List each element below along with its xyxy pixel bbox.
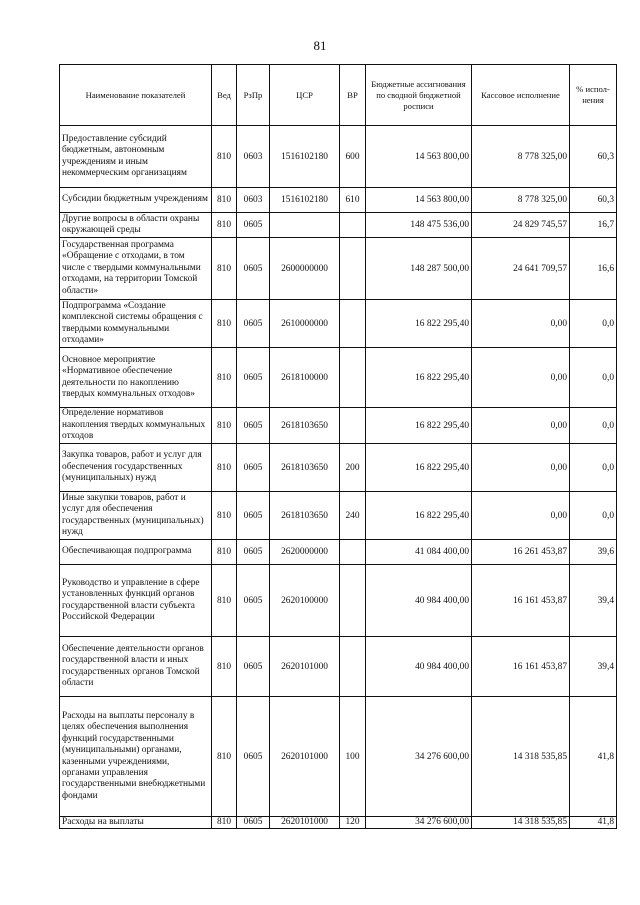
row-ved: 810 xyxy=(212,697,237,817)
row-vr xyxy=(340,637,366,697)
row-vr xyxy=(340,238,366,300)
column-header-name: Наименование показателей xyxy=(60,65,212,126)
row-csr: 1516102180 xyxy=(270,126,340,188)
row-csr: 1516102180 xyxy=(270,188,340,213)
row-execution: 16 161 453,87 xyxy=(472,565,570,637)
table-row xyxy=(60,540,617,565)
column-header-csr: ЦСР xyxy=(270,65,340,126)
row-assignment: 40 984 400,00 xyxy=(366,637,472,697)
table-row xyxy=(60,444,617,492)
row-percent: 0,0 xyxy=(570,444,617,492)
row-name: Расходы на выплаты персоналу в целях обеспечения выполнения функций государственными (муниципальными) органами, казенными учреждениями, органами управления государственными внебюджетными фондами xyxy=(60,697,212,817)
row-percent: 41,8 xyxy=(570,697,617,817)
row-execution: 0,00 xyxy=(472,444,570,492)
row-assignment: 14 563 800,00 xyxy=(366,188,472,213)
row-execution: 0,00 xyxy=(472,300,570,348)
row-assignment: 34 276 600,00 xyxy=(366,697,472,817)
row-execution: 14 318 535,85 xyxy=(472,697,570,817)
row-execution: 0,00 xyxy=(472,492,570,540)
row-name: Обеспечение деятельности органов государственной власти и иных государственных органов Томской области xyxy=(60,637,212,697)
row-assignment: 148 475 536,00 xyxy=(366,213,472,238)
row-csr: 2620000000 xyxy=(270,540,340,565)
row-ved: 810 xyxy=(212,637,237,697)
row-ved: 810 xyxy=(212,126,237,188)
row-assignment: 41 084 400,00 xyxy=(366,540,472,565)
table-header-row xyxy=(60,65,617,126)
table-row xyxy=(60,408,617,444)
row-vr: 100 xyxy=(340,697,366,817)
row-name: Иные закупки товаров, работ и услуг для обеспечения государственных (муниципальных) нужд xyxy=(60,492,212,540)
table-row xyxy=(60,697,617,817)
row-name: Предоставление субсидий бюджетным, автономным учреждениям и иным некоммерческим организациям xyxy=(60,126,212,188)
row-vr: 610 xyxy=(340,188,366,213)
row-vr xyxy=(340,213,366,238)
row-percent: 16,6 xyxy=(570,238,617,300)
table-row xyxy=(60,637,617,697)
table-row xyxy=(60,300,617,348)
row-ved: 810 xyxy=(212,817,237,829)
table-row xyxy=(60,492,617,540)
row-name: Обеспечивающая подпрограмма xyxy=(60,540,212,565)
row-csr: 2620101000 xyxy=(270,697,340,817)
row-csr: 2618100000 xyxy=(270,348,340,408)
row-percent: 39,4 xyxy=(570,637,617,697)
row-assignment: 14 563 800,00 xyxy=(366,126,472,188)
row-percent: 16,7 xyxy=(570,213,617,238)
row-assignment: 16 822 295,40 xyxy=(366,408,472,444)
row-name: Субсидии бюджетным учреждениям xyxy=(60,188,212,213)
column-header-vr: ВР xyxy=(340,65,366,126)
row-ved: 810 xyxy=(212,300,237,348)
row-ved: 810 xyxy=(212,238,237,300)
row-vr: 200 xyxy=(340,444,366,492)
row-percent: 0,0 xyxy=(570,408,617,444)
row-rzpr: 0605 xyxy=(237,348,270,408)
page-number: 81 xyxy=(313,38,327,53)
row-name: Подпрограмма «Создание комплексной системы обращения с твердыми коммунальными отходами» xyxy=(60,300,212,348)
row-csr: 2620101000 xyxy=(270,817,340,829)
row-ved: 810 xyxy=(212,492,237,540)
column-header-assignments: Бюджетные ассигнования по сводной бюджетной росписи xyxy=(366,65,472,126)
row-vr: 600 xyxy=(340,126,366,188)
budget-table xyxy=(59,64,617,829)
row-vr xyxy=(340,408,366,444)
row-csr: 2618103650 xyxy=(270,444,340,492)
row-execution: 16 161 453,87 xyxy=(472,637,570,697)
row-assignment: 16 822 295,40 xyxy=(366,348,472,408)
row-rzpr: 0605 xyxy=(237,213,270,238)
row-rzpr: 0605 xyxy=(237,492,270,540)
column-header-execution: Кассовое исполнение xyxy=(472,65,570,126)
row-rzpr: 0603 xyxy=(237,126,270,188)
row-execution: 8 778 325,00 xyxy=(472,126,570,188)
table-row xyxy=(60,238,617,300)
row-rzpr: 0605 xyxy=(237,697,270,817)
row-vr xyxy=(340,540,366,565)
row-execution: 14 318 535,85 xyxy=(472,817,570,829)
row-rzpr: 0603 xyxy=(237,188,270,213)
column-header-percent: % испол-нения xyxy=(570,65,617,126)
column-header-ved: Вед xyxy=(212,65,237,126)
table-row xyxy=(60,565,617,637)
row-assignment: 16 822 295,40 xyxy=(366,300,472,348)
row-csr xyxy=(270,213,340,238)
row-percent: 0,0 xyxy=(570,300,617,348)
row-csr: 2600000000 xyxy=(270,238,340,300)
row-execution: 0,00 xyxy=(472,348,570,408)
row-name: Государственная программа «Обращение с отходами, в том числе с твердыми коммунальными отходами, на территории Томской области» xyxy=(60,238,212,300)
row-assignment: 16 822 295,40 xyxy=(366,492,472,540)
row-vr: 240 xyxy=(340,492,366,540)
table-row xyxy=(60,817,617,829)
row-ved: 810 xyxy=(212,444,237,492)
row-execution: 0,00 xyxy=(472,408,570,444)
row-name: Расходы на выплаты xyxy=(60,817,212,829)
row-percent: 0,0 xyxy=(570,348,617,408)
row-rzpr: 0605 xyxy=(237,817,270,829)
table-row xyxy=(60,213,617,238)
row-percent: 39,4 xyxy=(570,565,617,637)
row-name: Закупка товаров, работ и услуг для обеспечения государственных (муниципальных) нужд xyxy=(60,444,212,492)
row-vr xyxy=(340,348,366,408)
row-execution: 16 261 453,87 xyxy=(472,540,570,565)
row-ved: 810 xyxy=(212,408,237,444)
row-vr: 120 xyxy=(340,817,366,829)
row-rzpr: 0605 xyxy=(237,540,270,565)
row-csr: 2620101000 xyxy=(270,637,340,697)
row-rzpr: 0605 xyxy=(237,637,270,697)
row-percent: 39,6 xyxy=(570,540,617,565)
row-execution: 8 778 325,00 xyxy=(472,188,570,213)
row-ved: 810 xyxy=(212,348,237,408)
row-name: Руководство и управление в сфере установленных функций органов государственной власти субъекта Российской Федерации xyxy=(60,565,212,637)
row-percent: 60,3 xyxy=(570,188,617,213)
row-name: Определение нормативов накопления твердых коммунальных отходов xyxy=(60,408,212,444)
row-ved: 810 xyxy=(212,540,237,565)
row-ved: 810 xyxy=(212,565,237,637)
row-rzpr: 0605 xyxy=(237,300,270,348)
row-ved: 810 xyxy=(212,188,237,213)
column-header-rzpr: РзПр xyxy=(237,65,270,126)
table-row xyxy=(60,188,617,213)
row-rzpr: 0605 xyxy=(237,444,270,492)
row-csr: 2610000000 xyxy=(270,300,340,348)
row-csr: 2618103650 xyxy=(270,492,340,540)
row-ved: 810 xyxy=(212,213,237,238)
row-assignment: 148 287 500,00 xyxy=(366,238,472,300)
row-assignment: 34 276 600,00 xyxy=(366,817,472,829)
row-rzpr: 0605 xyxy=(237,408,270,444)
row-rzpr: 0605 xyxy=(237,238,270,300)
row-execution: 24 641 709,57 xyxy=(472,238,570,300)
row-percent: 60,3 xyxy=(570,126,617,188)
row-execution: 24 829 745,57 xyxy=(472,213,570,238)
row-percent: 41,8 xyxy=(570,817,617,829)
row-rzpr: 0605 xyxy=(237,565,270,637)
row-vr xyxy=(340,300,366,348)
row-name: Другие вопросы в области охраны окружающей среды xyxy=(60,213,212,238)
row-csr: 2618103650 xyxy=(270,408,340,444)
row-assignment: 16 822 295,40 xyxy=(366,444,472,492)
table-row xyxy=(60,348,617,408)
row-assignment: 40 984 400,00 xyxy=(366,565,472,637)
row-csr: 2620100000 xyxy=(270,565,340,637)
row-name: Основное мероприятие «Нормативное обеспечение деятельности по накоплению твердых коммунальных отходов» xyxy=(60,348,212,408)
row-vr xyxy=(340,565,366,637)
row-percent: 0,0 xyxy=(570,492,617,540)
table-row xyxy=(60,126,617,188)
